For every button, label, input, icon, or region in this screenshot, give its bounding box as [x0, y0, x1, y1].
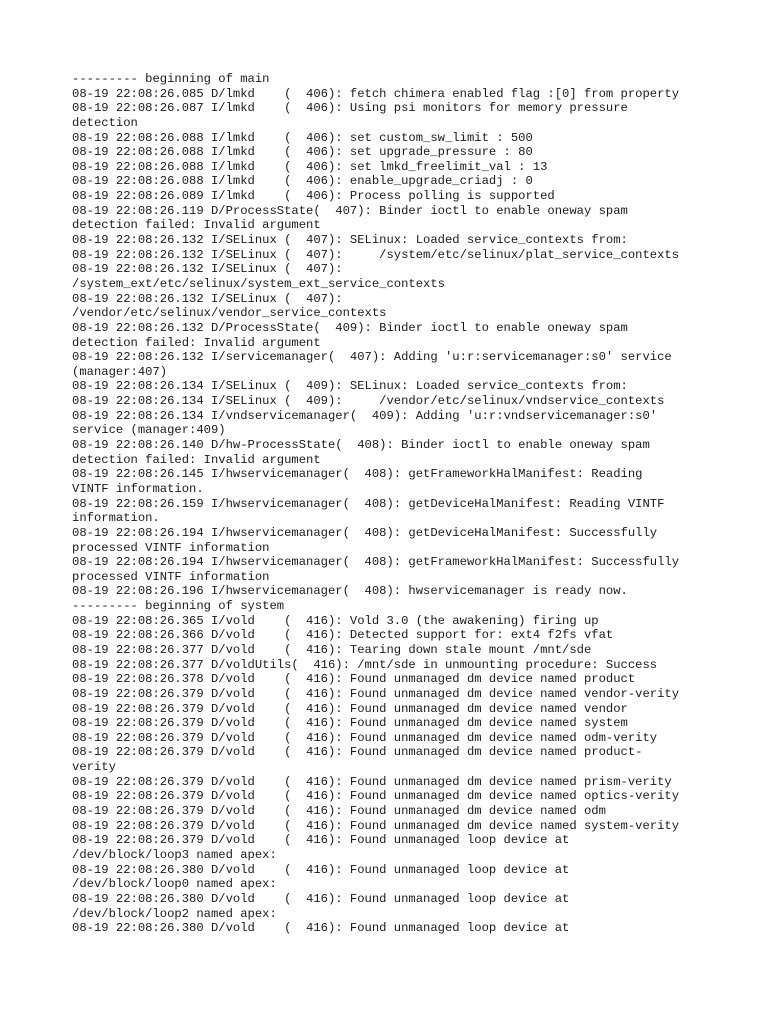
log-line: 08-19 22:08:26.379 D/vold ( 416): Found unmanaged dm device named system [72, 716, 628, 731]
log-line: processed VINTF information [72, 540, 270, 555]
log-line: 08-19 22:08:26.365 I/vold ( 416): Vold 3.0 (the awakening) firing up [72, 613, 599, 628]
log-line: 08-19 22:08:26.134 I/SELinux ( 409): SELinux: Loaded service_contexts from: [72, 379, 628, 394]
log-line: 08-19 22:08:26.380 D/vold ( 416): Found unmanaged loop device at [72, 862, 570, 877]
log-line: 08-19 22:08:26.132 I/SELinux ( 407): [72, 262, 343, 277]
log-line: 08-19 22:08:26.119 D/ProcessState( 407): Binder ioctl to enable oneway spam [72, 203, 628, 218]
log-line: /system_ext/etc/selinux/system_ext_service_contexts [72, 276, 445, 291]
log-line: 08-19 22:08:26.379 D/vold ( 416): Found unmanaged loop device at [72, 833, 570, 848]
log-line: 08-19 22:08:26.380 D/vold ( 416): Found unmanaged loop device at [72, 891, 570, 906]
log-line: 08-19 22:08:26.379 D/vold ( 416): Found unmanaged dm device named prism-verity [72, 774, 672, 789]
log-line: 08-19 22:08:26.379 D/vold ( 416): Found unmanaged dm device named vendor [72, 701, 628, 716]
log-line: 08-19 22:08:26.378 D/vold ( 416): Found unmanaged dm device named product [72, 672, 636, 687]
log-line: 08-19 22:08:26.132 I/SELinux ( 407): /system/etc/selinux/plat_service_contexts [72, 247, 680, 262]
log-line: 08-19 22:08:26.132 I/servicemanager( 407): Adding 'u:r:servicemanager:s0' service [72, 350, 672, 365]
log-line: 08-19 22:08:26.088 I/lmkd ( 406): enable_upgrade_criadj : 0 [72, 174, 533, 189]
log-line: 08-19 22:08:26.089 I/lmkd ( 406): Process polling is supported [72, 189, 555, 204]
log-line: detection failed: Invalid argument [72, 218, 321, 233]
log-line: 08-19 22:08:26.159 I/hwservicemanager( 408): getDeviceHalManifest: Reading VINTF [72, 496, 665, 511]
log-line: 08-19 22:08:26.088 I/lmkd ( 406): set upgrade_pressure : 80 [72, 145, 533, 160]
log-line: detection failed: Invalid argument [72, 335, 321, 350]
log-line: 08-19 22:08:26.088 I/lmkd ( 406): set lmkd_freelimit_val : 13 [72, 159, 548, 174]
log-line: 08-19 22:08:26.379 D/vold ( 416): Found unmanaged dm device named odm [72, 804, 606, 819]
log-line: 08-19 22:08:26.132 I/SELinux ( 407): SELinux: Loaded service_contexts from: [72, 233, 628, 248]
log-line: /vendor/etc/selinux/vendor_service_contexts [72, 306, 387, 321]
log-line: 08-19 22:08:26.134 I/SELinux ( 409): /vendor/etc/selinux/vndservice_contexts [72, 394, 665, 409]
log-line: 08-19 22:08:26.196 I/hwservicemanager( 408): hwservicemanager is ready now. [72, 584, 628, 599]
log-line: 08-19 22:08:26.379 D/vold ( 416): Found unmanaged dm device named optics-verity [72, 789, 680, 804]
log-line: VINTF information. [72, 481, 204, 496]
log-line: processed VINTF information [72, 569, 270, 584]
log-line: 08-19 22:08:26.145 I/hwservicemanager( 408): getFrameworkHalManifest: Reading [72, 467, 643, 482]
log-line: 08-19 22:08:26.377 D/voldUtils( 416): /mnt/sde in unmounting procedure: Success [72, 657, 658, 672]
log-line: detection failed: Invalid argument [72, 452, 321, 467]
log-line: 08-19 22:08:26.085 D/lmkd ( 406): fetch chimera enabled flag :[0] from property [72, 86, 680, 101]
log-line: 08-19 22:08:26.194 I/hwservicemanager( 408): getDeviceHalManifest: Successfully [72, 525, 658, 540]
log-line: 08-19 22:08:26.379 D/vold ( 416): Found unmanaged dm device named product- [72, 745, 643, 760]
log-line: 08-19 22:08:26.377 D/vold ( 416): Tearing down stale mount /mnt/sde [72, 642, 592, 657]
log-line: 08-19 22:08:26.194 I/hwservicemanager( 408): getFrameworkHalManifest: Successfully [72, 555, 680, 570]
log-line: information. [72, 511, 160, 526]
log-text-block [72, 72, 712, 936]
log-line: 08-19 22:08:26.380 D/vold ( 416): Found unmanaged loop device at [72, 921, 570, 936]
log-line: service (manager:409) [72, 423, 226, 438]
log-line: 08-19 22:08:26.379 D/vold ( 416): Found unmanaged dm device named vendor-verity [72, 686, 680, 701]
log-line: 08-19 22:08:26.132 D/ProcessState( 409): Binder ioctl to enable oneway spam [72, 320, 628, 335]
log-line: 08-19 22:08:26.132 I/SELinux ( 407): [72, 291, 343, 306]
log-line: --------- beginning of system [72, 599, 285, 614]
log-line: verity [72, 760, 116, 775]
log-line: 08-19 22:08:26.088 I/lmkd ( 406): set custom_sw_limit : 500 [72, 130, 533, 145]
log-line: 08-19 22:08:26.140 D/hw-ProcessState( 408): Binder ioctl to enable oneway spam [72, 438, 650, 453]
log-line: --------- beginning of main [72, 72, 270, 86]
log-line: 08-19 22:08:26.379 D/vold ( 416): Found unmanaged dm device named odm-verity [72, 730, 658, 745]
log-document [72, 72, 712, 936]
log-line: detection [72, 115, 138, 130]
log-line: 08-19 22:08:26.366 D/vold ( 416): Detected support for: ext4 f2fs vfat [72, 628, 614, 643]
log-line: /dev/block/loop3 named apex: [72, 847, 277, 862]
log-line: /dev/block/loop0 named apex: [72, 877, 277, 892]
log-line: 08-19 22:08:26.087 I/lmkd ( 406): Using psi monitors for memory pressure [72, 101, 628, 116]
log-line: /dev/block/loop2 named apex: [72, 906, 277, 921]
log-line: 08-19 22:08:26.379 D/vold ( 416): Found unmanaged dm device named system-verity [72, 818, 680, 833]
log-line: (manager:407) [72, 364, 168, 379]
log-line: 08-19 22:08:26.134 I/vndservicemanager( 409): Adding 'u:r:vndservicemanager:s0' [72, 408, 658, 423]
